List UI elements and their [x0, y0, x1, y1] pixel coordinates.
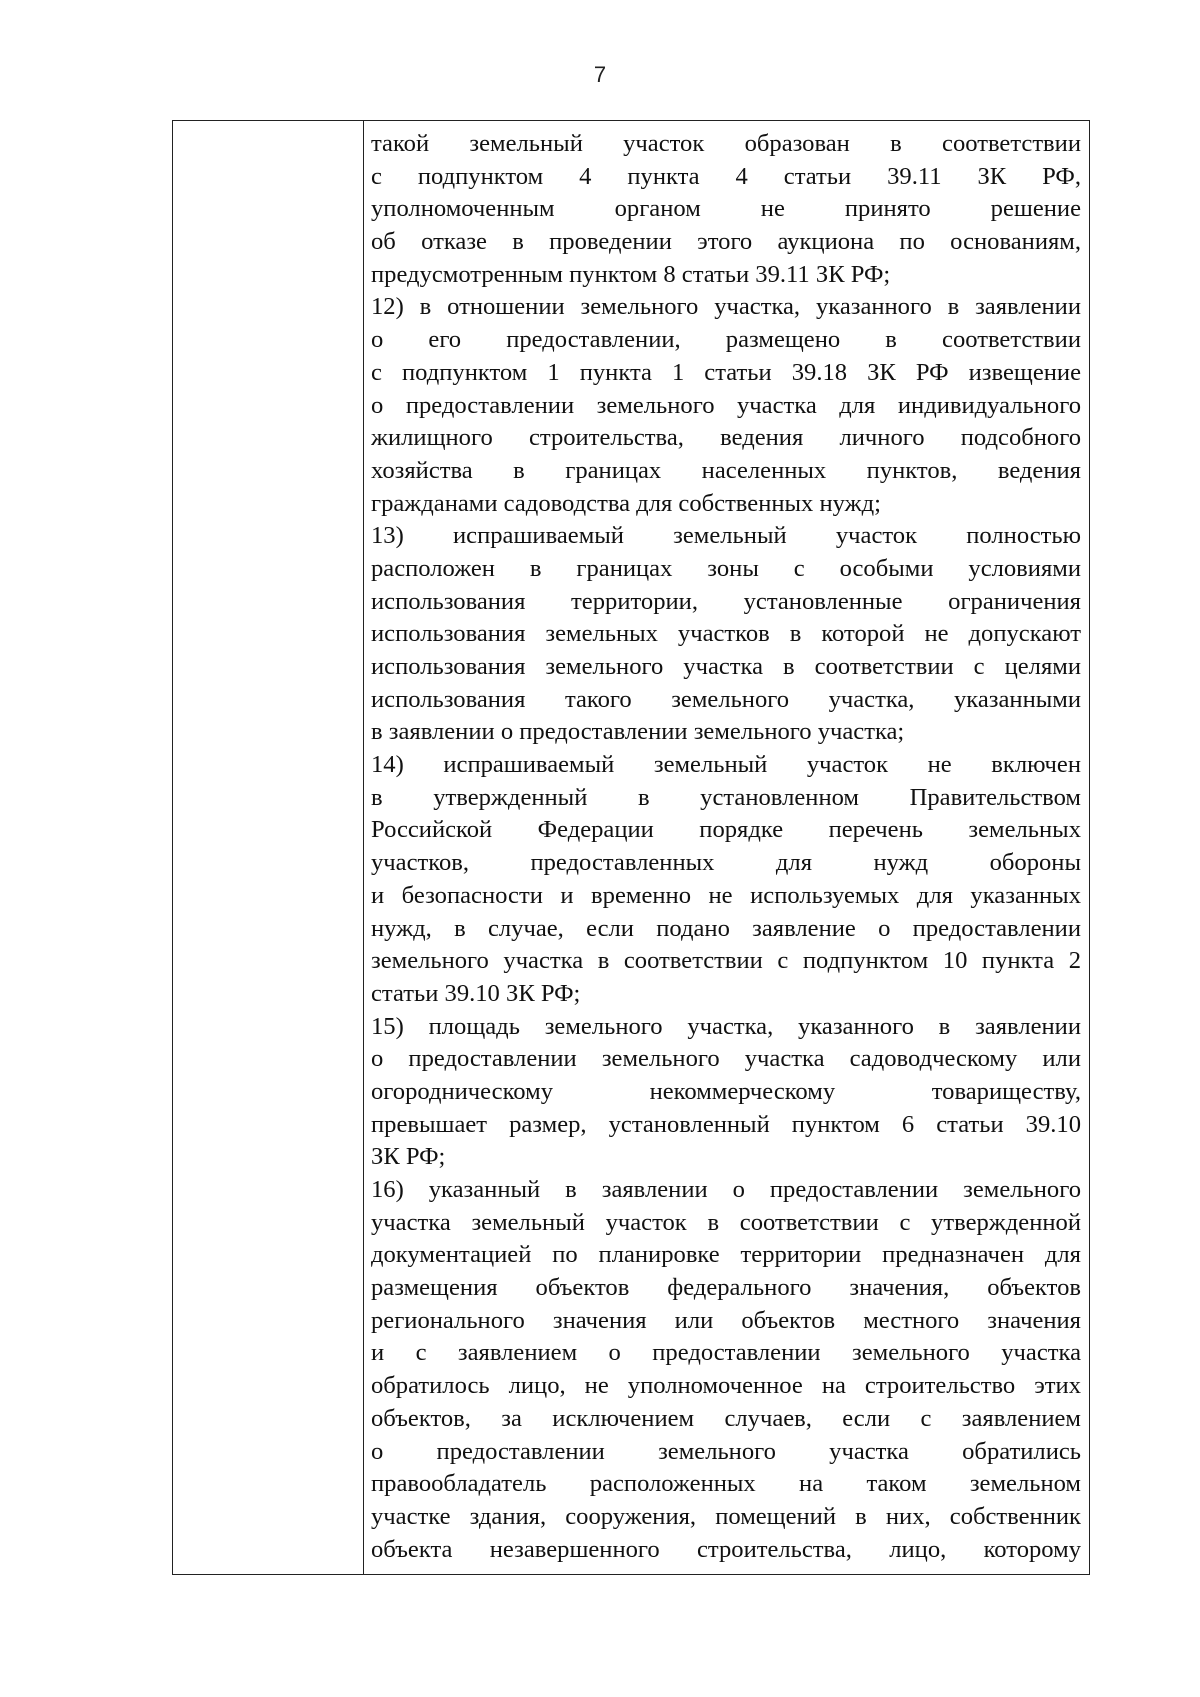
text-line: регионального значения или объектов местного значения	[371, 1306, 1081, 1334]
text-line: превышает размер, установленный пунктом 6 статьи 39.10	[371, 1110, 1081, 1138]
text-line: участка земельный участок в соответствии с утвержденной	[371, 1208, 1081, 1236]
text-line: жилищного строительства, ведения личного подсобного	[371, 424, 1081, 452]
text-line: 13) испрашиваемый земельный участок полностью	[371, 522, 1081, 550]
text-line: такой земельный участок образован в соответствии	[371, 130, 1081, 157]
text-line: хозяйства в границах населенных пунктов, ведения	[371, 456, 1081, 484]
text-line: расположен в границах зоны с особыми условиями	[371, 554, 1081, 582]
page-number: 7	[593, 62, 607, 87]
text-line: использования земельного участка в соответствии с целями	[371, 653, 1081, 680]
text-line: 16) указанный в заявлении о предоставлении земельного	[371, 1176, 1081, 1203]
text-line: и с заявлением о предоставлении земельного участка	[371, 1339, 1081, 1367]
text-line: уполномоченным органом не принято решение	[371, 195, 1081, 223]
text-line: использования территории, установленные ограничения	[371, 587, 1081, 615]
text-line: использования земельных участков в которой не допускают	[371, 620, 1081, 648]
text-line: 15) площадь земельного участка, указанного в заявлении	[371, 1012, 1081, 1040]
text-line: и безопасности и временно не используемых для указанных	[371, 881, 1081, 909]
text-line: использования такого земельного участка, указанными	[371, 685, 1081, 713]
text-line: гражданами садоводства для собственных нужд;	[371, 489, 881, 517]
text-line: Российской Федерации порядке перечень земельных	[371, 816, 1081, 844]
text-line: участке здания, сооружения, помещений в них, собственник	[371, 1502, 1081, 1530]
text-line: земельного участка в соответствии с подпунктом 10 пункта 2	[371, 947, 1081, 975]
text-line: правообладатель расположенных на таком земельном	[371, 1470, 1081, 1498]
document-table	[172, 120, 1090, 1575]
text-line: в утвержденный в установленном Правительством	[371, 783, 1081, 811]
text-line: 14) испрашиваемый земельный участок не включен	[371, 751, 1081, 779]
table-right-cell	[371, 128, 1081, 1566]
text-line: участков, предоставленных для нужд обороны	[371, 849, 1081, 877]
table-left-cell	[173, 121, 364, 1574]
text-line: объекта незавершенного строительства, лицо, которому	[371, 1535, 1081, 1563]
text-line: статьи 39.10 ЗК РФ;	[371, 979, 581, 1007]
text-line: объектов, за исключением случаев, если с заявлением	[371, 1404, 1081, 1432]
text-line: ЗК РФ;	[371, 1143, 446, 1171]
text-line: с подпунктом 1 пункта 1 статьи 39.18 ЗК РФ извещение	[371, 358, 1081, 386]
text-line: огородническому некоммерческому товариществу,	[371, 1077, 1081, 1105]
text-line: нужд, в случае, если подано заявление о предоставлении	[371, 914, 1081, 942]
text-line: документацией по планировке территории предназначен для	[371, 1241, 1081, 1269]
text-line: предусмотренным пунктом 8 статьи 39.11 ЗК РФ;	[371, 260, 891, 288]
text-line: в заявлении о предоставлении земельного участка;	[371, 718, 905, 746]
text-line: о предоставлении земельного участка обратились	[371, 1437, 1081, 1465]
text-line: об отказе в проведении этого аукциона по основаниям,	[371, 228, 1081, 256]
text-line: обратилось лицо, не уполномоченное на строительство этих	[371, 1372, 1081, 1400]
text-line: с подпунктом 4 пункта 4 статьи 39.11 ЗК РФ,	[371, 162, 1081, 190]
text-line: размещения объектов федерального значения, объектов	[371, 1274, 1081, 1302]
text-line: о предоставлении земельного участка садоводческому или	[371, 1045, 1081, 1073]
text-line: о предоставлении земельного участка для индивидуального	[371, 391, 1081, 419]
text-line: 12) в отношении земельного участка, указанного в заявлении	[371, 293, 1081, 321]
text-line: о его предоставлении, размещено в соответствии	[371, 326, 1081, 354]
